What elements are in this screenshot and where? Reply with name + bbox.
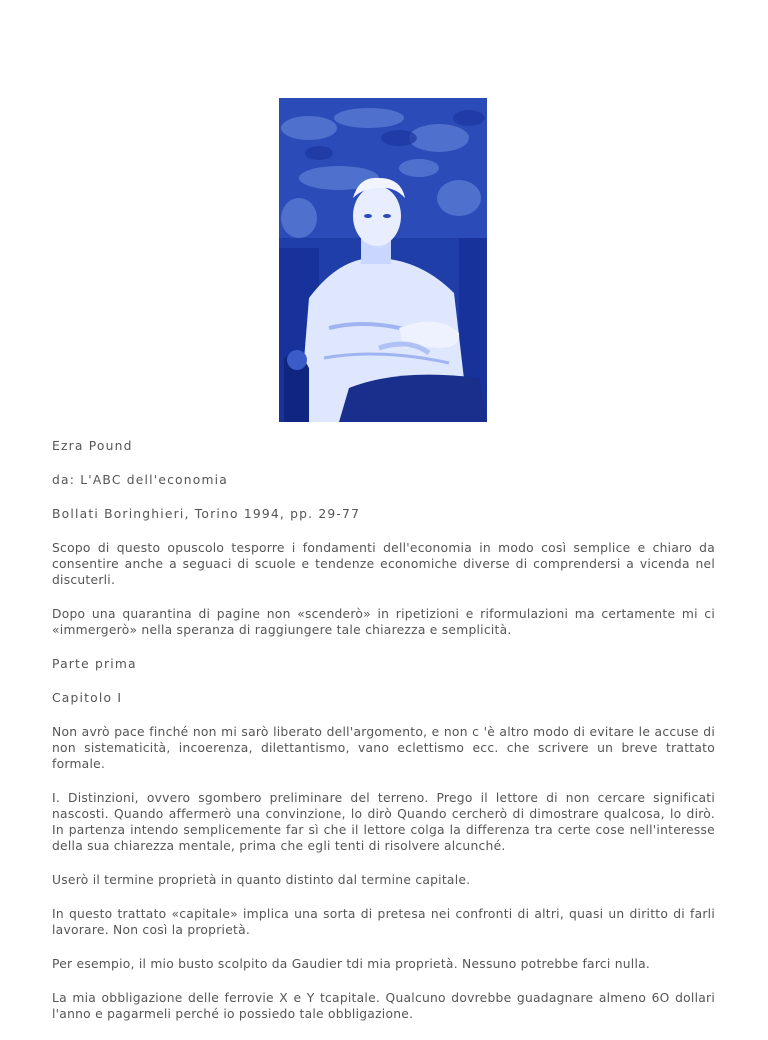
author-name: Ezra Pound: [52, 439, 133, 453]
paragraph: In questo trattato «capitale» implica una sorta di pretesa nei confronti di altri, quasi un diritto di farli lavorare. Non così la proprietà.: [52, 907, 715, 937]
paragraph: Per esempio, il mio busto scolpito da Gaudier tdi mia proprietà. Nessuno potrebbe farci nulla.: [52, 957, 651, 971]
paragraph: Scopo di questo opuscolo tesporre i fondamenti dell'economia in modo così semplice e chiaro da consentire anche a seguaci di scuole e tendenze economiche diverse di comprendersi a vicenda nel discuterli.: [52, 541, 715, 587]
source-title: da: L'ABC dell'economia: [52, 473, 229, 487]
document-body: [52, 438, 715, 1040]
paragraph: Dopo una quarantina di pagine non «scenderò» in ripetizioni e riformulazioni ma certamente mi ci «immergerò» nella speranza di raggiungere tale chiarezza e semplicità.: [52, 607, 715, 637]
publication-info: Bollati Boringhieri, Torino 1994, pp. 29-77: [52, 507, 361, 521]
paragraph: Non avrò pace finché non mi sarò liberato dell'argomento, e non c 'è altro modo di evitare le accuse di non sistematicità, incoerenza, dilettantismo, vano eclettismo ecc. che scrivere un breve trattato formale.: [52, 725, 715, 771]
paragraph: I. Distinzioni, ovvero sgombero preliminare del terreno. Prego il lettore di non cercare significati nascosti. Quando affermerò una convinzione, lo dirò Quando cercherò di dimostrare qualcosa, lo dirò. In partenza intendo semplicemente far sì che il lettore colga la differenza tra certe cose nell'interesse della sua chiarezza mentale, prima che egli tenti di risolvere alcunché.: [52, 791, 715, 853]
part-heading: Parte prima: [52, 657, 137, 671]
chapter-heading: Capitolo I: [52, 691, 123, 705]
paragraph: Userò il termine proprietà in quanto distinto dal termine capitale.: [52, 873, 471, 887]
paragraph: La mia obbligazione delle ferrovie X e Y tcapitale. Qualcuno dovrebbe guadagnare almeno 6O dollari l'anno e pagarmeli perché io possiedo tale obbligazione.: [52, 991, 715, 1021]
author-portrait-photo: [279, 98, 487, 422]
